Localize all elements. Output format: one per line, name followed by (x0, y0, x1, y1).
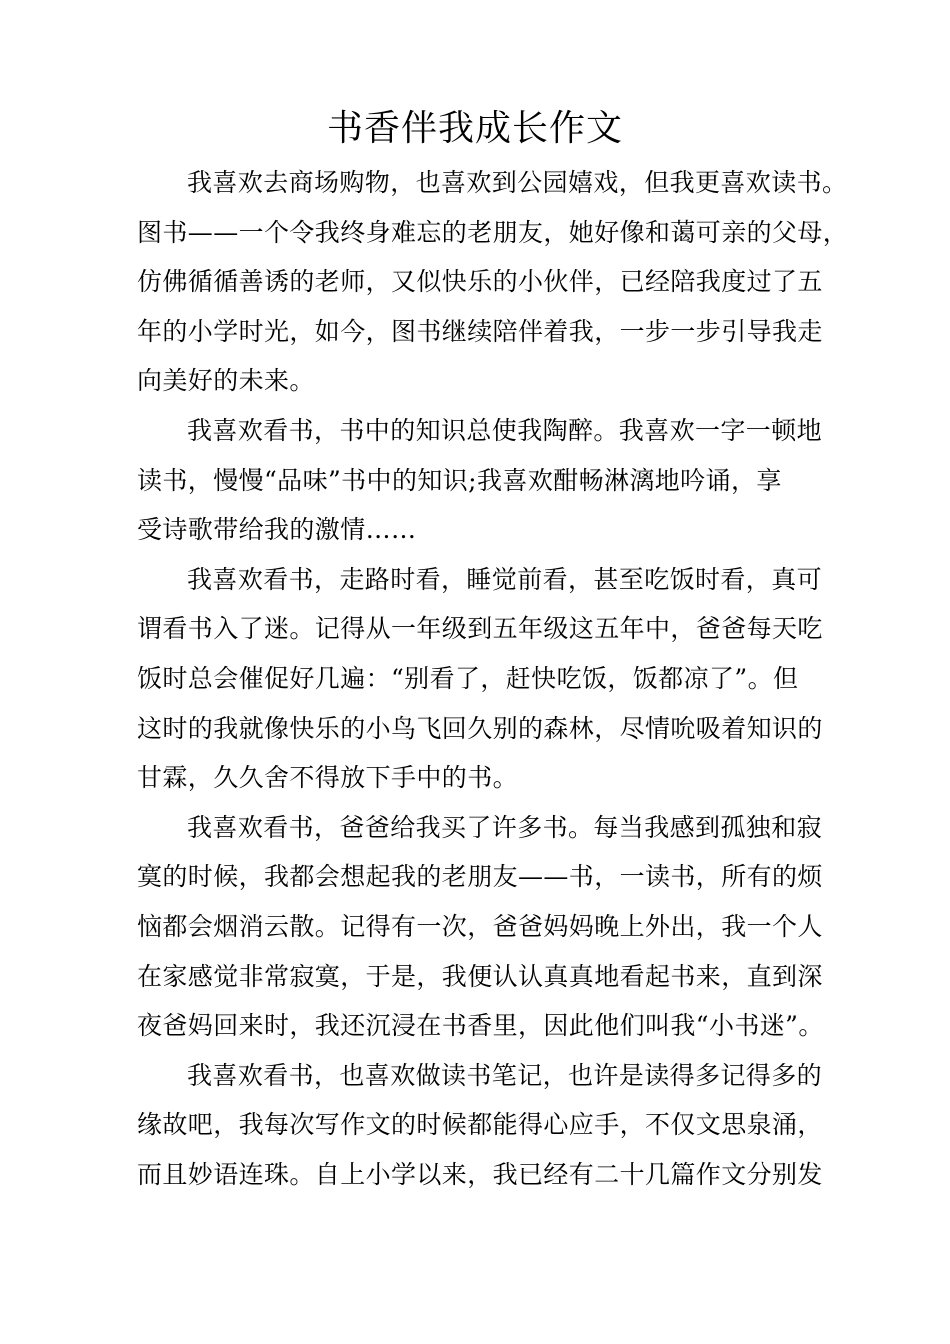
text-line: 这时的我就像快乐的小鸟飞回久别的森林，尽情吮吸着知识的 (137, 713, 823, 743)
text-line: 我喜欢看书，爸爸给我买了许多书。每当我感到孤独和寂 (187, 812, 823, 842)
text-line: 恼都会烟消云散。记得有一次，爸爸妈妈晚上外出，我一个人 (137, 911, 823, 941)
text-line: 甘霖，久久舍不得放下手中的书。 (137, 763, 519, 793)
text-line: 受诗歌带给我的激情…… (137, 515, 417, 545)
text-line: 在家感觉非常寂寞，于是，我便认认真真地看起书来，直到深 (137, 961, 823, 991)
document-body (137, 158, 857, 1199)
text-line: 而且妙语连珠。自上小学以来，我已经有二十几篇作文分别发 (137, 1159, 823, 1189)
text-line: 我喜欢去商场购物，也喜欢到公园嬉戏，但我更喜欢读书。 (187, 168, 848, 197)
document-title: 书香伴我成长作文 (326, 108, 623, 149)
text-line: 年的小学时光，如今，图书继续陪伴着我，一步一步引导我走 (137, 316, 823, 346)
text-line: 我喜欢看书，书中的知识总使我陶醉。我喜欢一字一顿地 (187, 415, 823, 445)
text-line: 图书——一个令我终身难忘的老朋友，她好像和蔼可亲的父母， (137, 217, 849, 247)
text-line: 谓看书入了迷。记得从一年级到五年级这五年中，爸爸每天吃 (137, 614, 823, 644)
text-line: 夜爸妈回来时，我还沉浸在书香里，因此他们叫我“小书迷”。 (137, 1011, 824, 1041)
text-line: 向美好的未来。 (137, 366, 315, 396)
text-line: 我喜欢看书，也喜欢做读书笔记，也许是读得多记得多的 (187, 1060, 823, 1090)
text-line: 缘故吧，我每次写作文的时候都能得心应手，不仅文思泉涌， (137, 1110, 823, 1140)
text-line: 仿佛循循善诱的老师，又似快乐的小伙伴，已经陪我度过了五 (137, 267, 823, 297)
text-line: 饭时总会催促好几遍：“别看了，赶快吃饭，饭都凉了”。但 (137, 663, 799, 693)
text-line: 读书，慢慢“品味”书中的知识;我喜欢酣畅淋漓地吟诵，享 (137, 465, 782, 495)
text-line: 我喜欢看书，走路时看，睡觉前看，甚至吃饭时看，真可 (187, 564, 823, 594)
text-line: 寞的时候，我都会想起我的老朋友——书，一读书，所有的烦 (137, 862, 823, 892)
